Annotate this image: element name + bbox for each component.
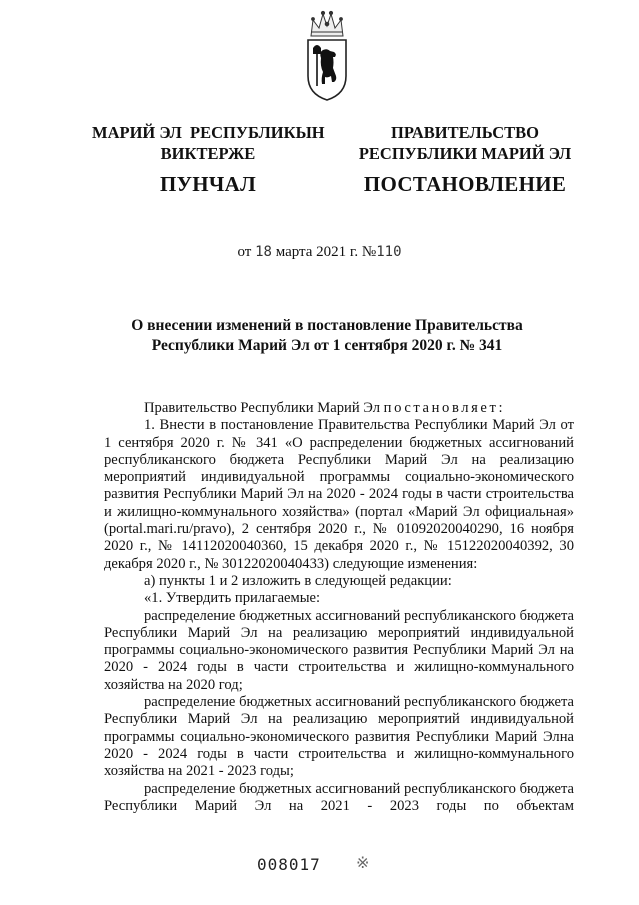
paragraph-resolves [104,400,574,417]
document-body [104,400,574,815]
resolves-keyword: постановляет [383,400,499,416]
date-prefix: от [237,244,252,260]
paragraph-approve: «1. Утвердить прилагаемые: [144,590,321,607]
paragraph-item-1: 1. Внести в постановление Правительства Республики Марий Эл от 1 сентября 2020 г. № 341 «О распределении бюджетных ассигнований республиканского бюджета Республики Марий Эл на реализацию мероприятий индивидуальной программы социально-экономического развития Республики Марий Эл на 2020 - 2024 годы в части строительства и жилищно-коммунального хозяйства» (портал «Марий Эл официальная» (portal.mari.ru/pravo), 2 сентября 2020 г., № 01092020040290, 16 ноября 2020 г., № 14112020040360, 15 декабря 2020 г., № 15122020040392, 30 декабря 2020 г., № 30122020040433) следующие изменения: [104,417,574,572]
security-mark-icon: ※ [356,855,370,872]
document-number: 110 [376,244,402,260]
resolves-intro: Правительство Республики Марий Эл [144,400,384,416]
form-serial-number: 008017 [257,855,321,874]
document-date [0,244,639,261]
header-russian-line1: ПРАВИТЕЛЬСТВО [391,123,539,142]
date-day: 18 [255,244,272,260]
paragraph-distribution-2020: распределение бюджетных ассигнований республиканского бюджета Республики Марий Эл на реализацию мероприятий индивидуальной программы социально-экономического развития Республики Марий Эл на 2020 - 2024 годы в части строительства и жилищно-коммунального хозяйства на 2020 год; [104,607,574,693]
header-mari-doc-type: ПУНЧАЛ [159,172,257,196]
date-month-year: марта 2021 г. № [275,244,377,260]
document-title [92,316,562,356]
paragraph-subitem-a: а) пункты 1 и 2 изложить в следующей редакции: [144,572,452,589]
header-russian-line2: РЕСПУБЛИКИ МАРИЙ ЭЛ [358,144,572,163]
paragraph-distribution-objects: распределение бюджетных ассигнований республиканского бюджета Республики Марий Эл на 2021 - 2023 годы по объектам [104,780,574,814]
title-line2: Республики Марий Эл от 1 сентября 2020 г. № 341 [151,337,503,354]
title-line1: О внесении изменений в постановление Правительства [131,317,523,334]
paragraph-distribution-2021-2023: распределение бюджетных ассигнований республиканского бюджета Республики Марий Эл на реализацию мероприятий индивидуальной программы социально-экономического развития Республики Марий Элна 2020 - 2024 годы в части строительства и жилищно-коммунального хозяйства на 2021 - 2023 годы; [104,694,574,780]
coat-of-arms-icon [303,6,351,102]
header-mari-line2: ВИКТЕРЖЕ [160,144,256,163]
header-mari-line1: МАРИЙ ЭЛ РЕСПУБЛИКЫН [92,123,325,142]
header-russian [351,122,579,195]
header-russian-doc-type: ПОСТАНОВЛЕНИЕ [363,172,567,196]
resolves-colon: : [498,400,503,416]
header-mari [92,122,324,195]
